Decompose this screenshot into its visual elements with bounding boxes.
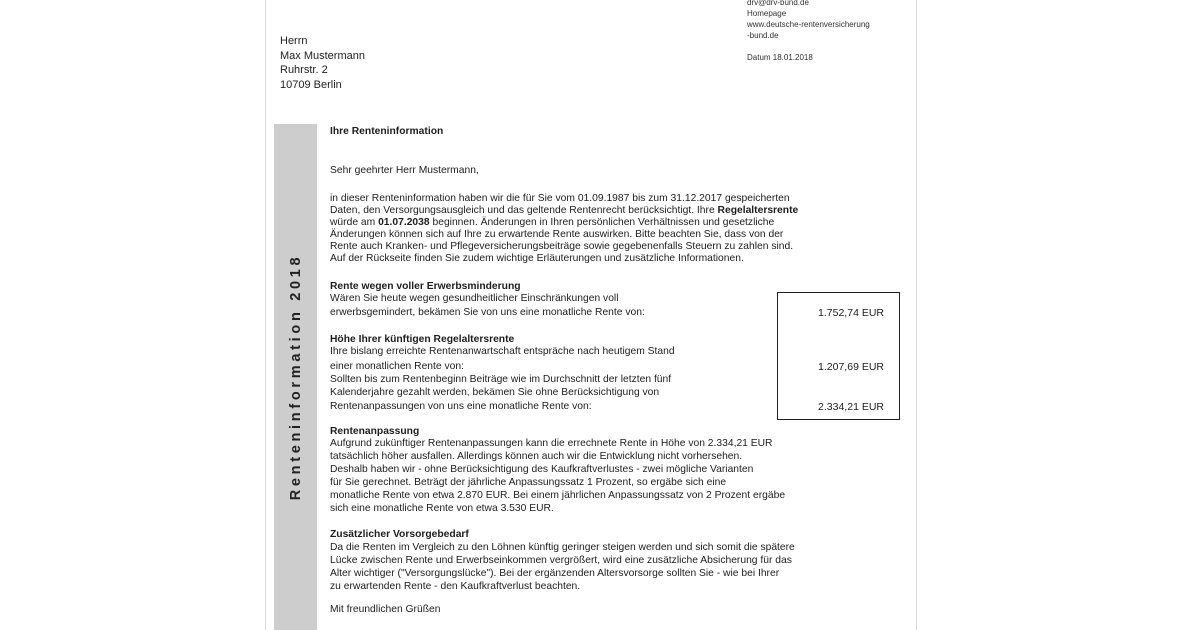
regelaltersrente-line-4: Kalenderjahre gezahlt werden, bekämen Sie ohne Berücksichtigung von xyxy=(330,387,660,398)
recipient-city: 10709 Berlin xyxy=(280,78,342,91)
intro-regelaltersrente-bold: Regelaltersrente xyxy=(717,205,799,216)
sender-email: drv@drv-bund.de xyxy=(747,0,809,7)
regelaltersrente-heading: Höhe Ihrer künftigen Regelaltersrente xyxy=(330,334,515,345)
rentenanpassung-line-3: Deshalb haben wir - ohne Berücksichtigung des Kaufkraftverlustes - zwei mögliche Varianten xyxy=(330,464,754,475)
intro-line-4: Änderungen können sich auf Ihre zu erwartende Rente auswirken. Bitte beachten Sie, dass von der xyxy=(330,229,784,240)
letter-greeting: Sehr geehrter Herr Mustermann, xyxy=(330,165,479,176)
erwerbsminderung-heading: Rente wegen voller Erwerbsminderung xyxy=(330,281,521,292)
intro-line-1: in dieser Renteninformation haben wir die für Sie vom 01.09.1987 bis zum 31.12.2017 gespeicherten xyxy=(330,193,790,204)
intro-start-date-bold: 01.07.2038 xyxy=(378,217,430,228)
rentenanpassung-heading: Rentenanpassung xyxy=(330,426,420,437)
sidebar-band xyxy=(274,124,317,630)
rentenanpassung-line-6: sich eine monatliche Rente von etwa 3.530 EUR. xyxy=(330,503,554,514)
regelaltersrente-line-3: Sollten bis zum Rentenbeginn Beiträge wie im Durchschnitt der letzten fünf xyxy=(330,374,672,385)
vorsorge-heading: Zusätzlicher Vorsorgebedarf xyxy=(330,529,469,540)
sidebar-title: Renteninformation 2018 xyxy=(287,253,304,501)
recipient-street: Ruhrstr. 2 xyxy=(280,64,328,76)
letter-date: Datum 18.01.2018 xyxy=(747,53,813,62)
homepage-url-line2: -bund.de xyxy=(747,31,779,40)
intro-line-3-post: beginnen. Änderungen in Ihren persönlichen Verhältnissen und gesetzliche xyxy=(429,217,775,228)
erwerbsminderung-line-2: erwerbsgemindert, bekämen Sie von uns eine monatliche Rente von: xyxy=(330,307,645,318)
intro-line-3-pre: würde am xyxy=(330,217,379,228)
recipient-name: Max Mustermann xyxy=(280,49,365,62)
vorsorge-line-2: Lücke zwischen Rente und Erwerbseinkommen vergrößert, wird eine zusätzliche Absicherung für das xyxy=(330,555,792,566)
vorsorge-line-4: zu erwartenden Rente - den Kaufkraftverlust beachten. xyxy=(330,581,581,592)
rentenanpassung-line-4: für Sie gerechnet. Beträgt der jährliche Anpassungssatz 1 Prozent, so ergäbe sich eine xyxy=(330,477,727,488)
intro-line-2-text: Daten, den Versorgungsausgleich und das geltende Rentenrecht berücksichtigt. Ihre xyxy=(330,205,718,216)
regelaltersrente-amount-projected: 2.334,21 EUR xyxy=(818,401,884,413)
intro-line-6: Auf der Rückseite finden Sie zudem wichtige Erläuterungen und zusätzliche Informationen. xyxy=(330,253,744,264)
vorsorge-line-1: Da die Renten im Vergleich zu den Löhnen künftig geringer steigen werden und sich somit die spätere xyxy=(330,542,795,553)
vorsorge-line-3: Alter wichtiger ("Versorgungslücke"). Bei der ergänzenden Altersvorsorge sollten Sie - wie bei Ihrer xyxy=(330,568,780,579)
erwerbsminderung-amount: 1.752,74 EUR xyxy=(818,307,884,319)
homepage-url-line1: www.deutsche-rentenversicherung xyxy=(747,20,870,29)
rentenanpassung-line-1: Aufgrund zukünftiger Rentenanpassungen kann die errechnete Rente in Höhe von 2.334,21 EUR xyxy=(330,438,773,449)
regelaltersrente-line-5: Rentenanpassungen von uns eine monatliche Rente von: xyxy=(330,401,592,412)
erwerbsminderung-line-1: Wären Sie heute wegen gesundheitlicher Einschränkungen voll xyxy=(330,293,619,304)
intro-line-2 xyxy=(330,205,798,216)
regelaltersrente-amount-current: 1.207,69 EUR xyxy=(818,361,884,373)
sender-contact-block xyxy=(747,0,907,63)
rentenanpassung-line-2: tatsächlich höher ausfallen. Allerdings können auch wir die Entwicklung nicht vorhersehen. xyxy=(330,451,743,462)
recipient-salutation: Herrn xyxy=(280,35,308,47)
intro-line-3 xyxy=(330,217,774,228)
regelaltersrente-line-1: Ihre bislang erreichte Rentenanwartschaft entspräche nach heutigem Stand xyxy=(330,346,675,357)
letter-subject: Ihre Renteninformation xyxy=(330,126,444,137)
homepage-label: Homepage xyxy=(747,9,787,18)
rentenanpassung-line-5: monatliche Rente von etwa 2.870 EUR. Bei einem jährlichen Anpassungssatz von 2 Prozent ergäbe xyxy=(330,490,786,501)
intro-line-5: Rente auch Kranken- und Pflegeversicherungsbeiträge sowie gegebenenfalls Steuern zu zahlen sind. xyxy=(330,241,794,252)
closing-line: Mit freundlichen Grüßen xyxy=(330,604,441,615)
recipient-address xyxy=(280,34,365,92)
regelaltersrente-line-2: einer monatlichen Rente von: xyxy=(330,361,464,372)
